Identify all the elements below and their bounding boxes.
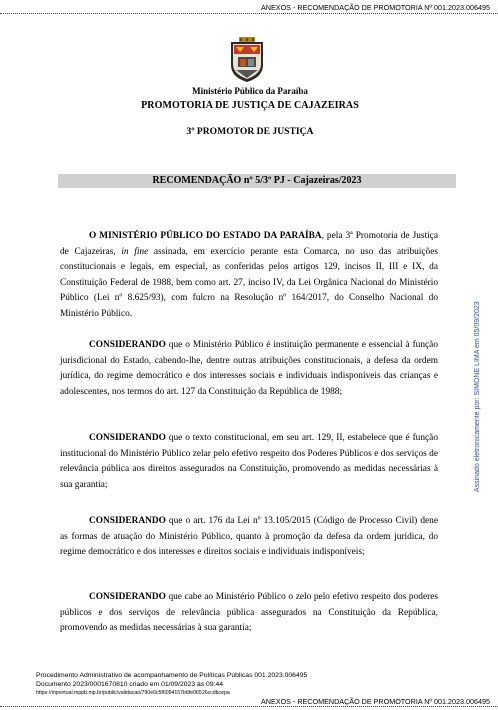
footer-divider [0, 706, 498, 707]
header-annex-text: ANEXOS - RECOMENDAÇÃO DE PROMOTORIA Nº 001.2023.006495 [261, 3, 490, 12]
preamble-text-a: , pela 3ª Promotoria de Justiça de Cajazeiras, [60, 231, 439, 257]
footer-annex-text: ANEXOS - RECOMENDAÇÃO DE PROMOTORIA Nº 001.2023.006495 [261, 697, 490, 706]
paragraph-preamble [60, 229, 438, 323]
considerando-4-text: que cabe ao Ministério Público o zelo pelo efetivo respeito dos poderes públicos e dos serviços de relevância pública assegurados na Constituição da República, promovendo as medidas necessárias à sua garantia; [60, 592, 438, 634]
considerando-2-text: que o texto constitucional, em seu art. 129, II, estabelece que é função institucional do Ministério Público zelar pelo efetivo respeito dos Poderes Públicos e dos serviços de relevância pública aos direitos assegurados na Constituição, promovendo as medidas necessárias à sua garantia; [60, 433, 438, 490]
paragraph-considerando-2 [60, 431, 438, 493]
considerando-3-text: que o art. 176 da Lei nº 13.105/2015 (Código de Processo Civil) dene as formas de atuação do Ministério Público, quanto à promoção da defesa da ordem jurídica, do regime democrático e dos interesses e direitos sociais e individuais indisponíveis; [60, 516, 438, 558]
considerando-label: CONSIDERANDO [89, 516, 166, 526]
footer-procedure: Procedimento Administrativo de acompanhamento de Políticas Públicas 001.2023.006495 [36, 672, 308, 679]
footer-validation-link[interactable]: https://mpvirtual.mppb.mp.br/public/validacao/790e0c5f6094157b6fe06526ccdbcepa [36, 690, 230, 696]
preamble-bold: O MINISTÉRIO PÚBLICO DO ESTADO DA PARAÍBA [89, 231, 322, 241]
considerando-label: CONSIDERANDO [89, 592, 166, 602]
promotoria-name: PROMOTORIA DE JUSTIÇA DE CAJAZEIRAS [141, 100, 359, 111]
document-title-bar [58, 174, 456, 188]
paragraph-considerando-1 [60, 338, 438, 400]
considerando-label: CONSIDERANDO [89, 433, 166, 443]
paragraph-considerando-4 [60, 590, 438, 637]
document-title: RECOMENDAÇÃO nº 5/3º PJ - Cajazeiras/2023 [152, 175, 362, 186]
promotor-title: 3º PROMOTOR DE JUSTIÇA [186, 126, 314, 137]
electronic-signature-stamp [474, 180, 486, 500]
considerando-1-text: que o Ministério Público é instituição permanente e essencial à função jurisdicional do Estado, cabendo-lhe, dentre outras atribuições constitucionais, a defesa da ordem jurídica, do regime democrático e dos interesses sociais e individuais indisponíveis das crianças e adolescentes, nos termos do art. 127 da Constituição da República de 1988; [60, 340, 438, 397]
signature-stamp-text: Assinado eletronicamente por: SIMONE LIMA em 05/09/2023 [474, 301, 481, 492]
considerando-label: CONSIDERANDO [89, 340, 166, 350]
institution-name: Ministério Público da Paraíba [192, 86, 308, 96]
footer-document-info: Documento 2023/0001670810 criado em 01/09/2023 às 09:44 [36, 681, 224, 688]
preamble-italic: in fine [121, 246, 149, 257]
header-divider [0, 13, 498, 14]
paragraph-considerando-3 [60, 514, 438, 561]
preamble-text-b: assinada, em exercício perante esta Comarca, no uso das atribuições constitucionais e legais, em especial, as conferidas pelos artigos 129, incisos II, III e IX, da Constituição Federal de 1988, bem como art. 27, inciso IV, da Lei Orgânica Nacional do Ministério Público (Lei nº 8.625/93), com fulcro na Resolução nº 164/2017, do Conselho Nacional do Ministério Público. [60, 246, 438, 319]
coat-of-arms-icon [229, 37, 265, 83]
